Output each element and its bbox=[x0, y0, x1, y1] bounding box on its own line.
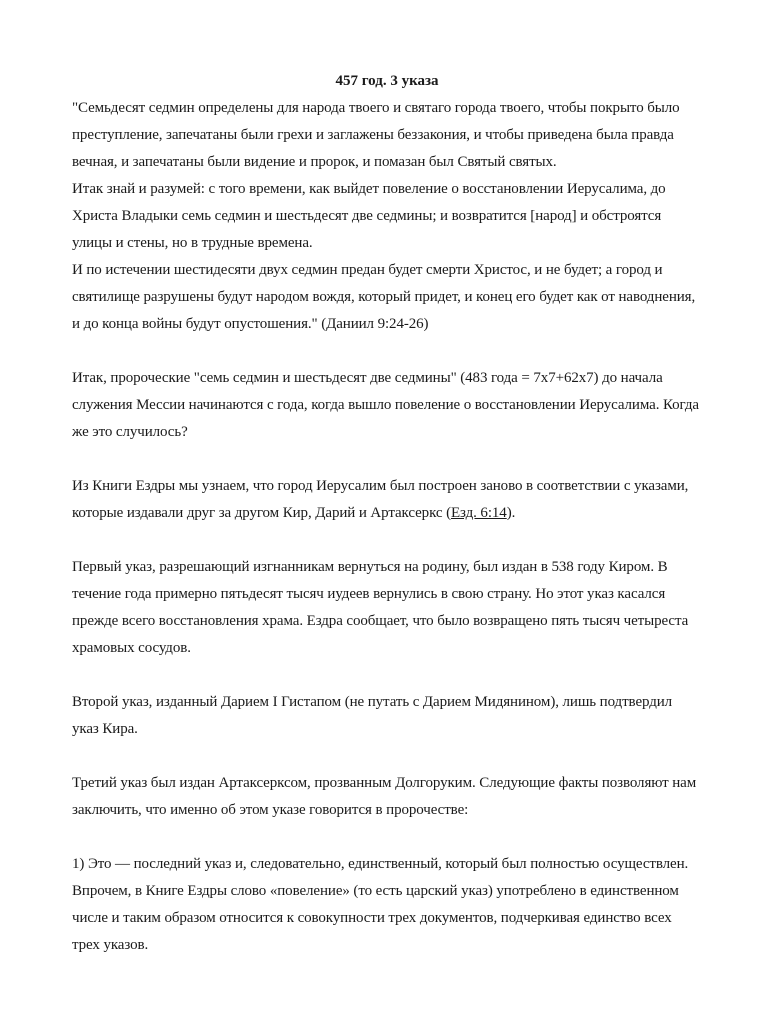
paragraph-spacer bbox=[72, 743, 702, 770]
paragraph-spacer bbox=[72, 338, 702, 365]
ezra-reference-link[interactable]: Езд. 6:14 bbox=[450, 505, 507, 521]
document-title: 457 год. 3 указа bbox=[335, 73, 439, 89]
paragraph-spacer bbox=[72, 446, 702, 473]
ezra-text-after: ). bbox=[506, 505, 516, 521]
quote-paragraph-2: Итак знай и разумей: с того времени, как выйдет повеление о восстановлении Иерусалима, до Христа Владыки семь седмин и шестьдесят две седмины; и возвратится [народ] и обстроятся улицы и стены, но в трудные времена. bbox=[72, 181, 666, 251]
prophetic-paragraph: Итак, пророческие "семь седмин и шестьдесят две седмины" (483 года = 7x7+62x7) до начала служения Мессии начинаются с года, когда вышло повеление о восстановлении Иерусалима. Когда же это случилось? bbox=[72, 370, 699, 440]
point-1-paragraph: 1) Это — последний указ и, следовательно, единственный, который был полностью осуществлен. Впрочем, в Книге Ездры слово «повеление» (то есть царский указ) употреблено в единственном числе и таким образом относится к совокупности трех документов, подчеркивая единство всех трех указов. bbox=[72, 856, 689, 953]
ezra-text-before: Из Книги Ездры мы узнаем, что город Иерусалим был построен заново в соответствии с указами, которые издавали друг за другом Кир, Дарий и Артаксеркс ( bbox=[72, 478, 689, 521]
document-page bbox=[72, 68, 702, 959]
paragraph-spacer bbox=[72, 662, 702, 689]
quote-paragraph-3: И по истечении шестидесяти двух седмин предан будет смерти Христос, и не будет; а город и святилище разрушены будут народом вождя, который придет, и конец его будет как от наводнения, и до конца войны будут опустошения." (Даниил 9:24-26) bbox=[72, 262, 696, 332]
second-decree-paragraph: Второй указ, изданный Дарием I Гистапом (не путать с Дарием Мидянином), лишь подтвердил указ Кира. bbox=[72, 694, 673, 737]
paragraph-spacer bbox=[72, 527, 702, 554]
third-decree-paragraph: Третий указ был издан Артаксерксом, прозванным Долгоруким. Следующие факты позволяют нам заключить, что именно об этом указе говорится в пророчестве: bbox=[72, 775, 697, 818]
quote-paragraph-1: "Семьдесят седмин определены для народа твоего и святаго города твоего, чтобы покрыто было преступление, запечатаны были грехи и заглажены беззакония, и чтобы приведена была правда вечная, и запечатаны были видение и пророк, и помазан был Святый святых. bbox=[72, 100, 680, 170]
paragraph-spacer bbox=[72, 824, 702, 851]
first-decree-paragraph: Первый указ, разрешающий изгнанникам вернуться на родину, был издан в 538 году Киром. В течение года примерно пятьдесят тысяч иудеев вернулись в свою страну. Но этот указ касался прежде всего восстановления храма. Ездра сообщает, что было возвращено пять тысяч четыреста храмовых сосудов. bbox=[72, 559, 689, 656]
ezra-paragraph bbox=[72, 473, 702, 527]
